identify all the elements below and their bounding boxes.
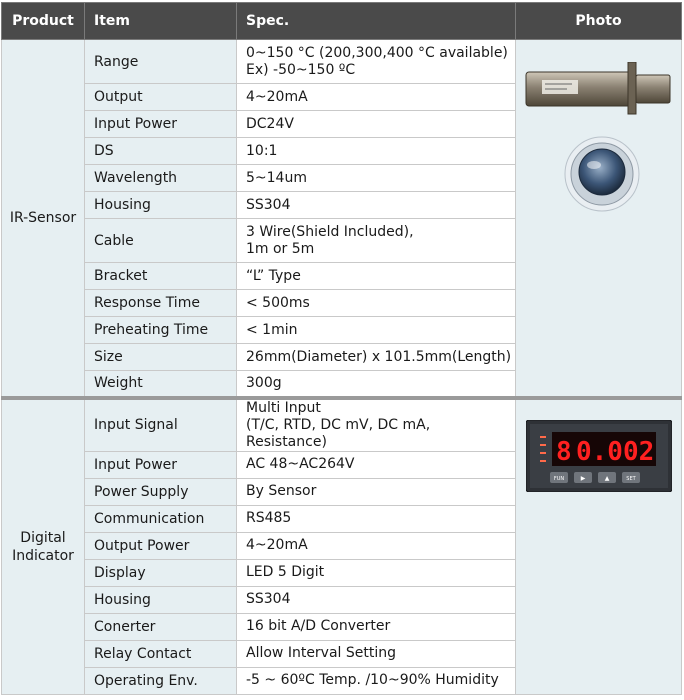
product-ir-sensor	[2, 40, 85, 398]
spec-value	[237, 317, 516, 344]
spec-value	[237, 451, 516, 478]
spec-value	[237, 192, 516, 219]
item-label: Bracket	[85, 263, 237, 290]
indicator-value: 0.002	[576, 436, 655, 467]
spec-value	[237, 84, 516, 111]
spec-value-line: LED 5 Digit	[246, 564, 325, 580]
spec-value	[237, 559, 516, 586]
header-product: Product	[2, 3, 85, 40]
item-label: Range	[85, 40, 237, 84]
item-label: Power Supply	[85, 478, 237, 505]
indicator-prefix-digit: 8	[556, 436, 572, 467]
spec-table	[1, 2, 682, 695]
table-row	[2, 40, 682, 84]
spec-value	[237, 586, 516, 613]
item-label: Input Power	[85, 451, 237, 478]
item-label: Communication	[85, 505, 237, 532]
spec-value-line: 10:1	[246, 142, 278, 159]
spec-value-line: 26mm(Diameter) x 101.5mm(Length)	[246, 348, 512, 365]
spec-value	[237, 640, 516, 667]
table-row	[2, 398, 682, 452]
spec-value-line: By Sensor	[246, 483, 317, 499]
spec-value	[237, 344, 516, 371]
spec-value-line: -5 ~ 60ºC Temp. /10~90% Humidity	[246, 672, 499, 688]
spec-value	[237, 290, 516, 317]
spec-value-line: Allow Interval Setting	[246, 645, 397, 661]
item-label: Size	[85, 344, 237, 371]
item-label: Cable	[85, 219, 237, 263]
spec-value-line: (T/C, RTD, DC mV, DC mA, Resistance)	[246, 416, 431, 450]
product-label-line: Indicator	[12, 547, 74, 564]
item-label: Weight	[85, 371, 237, 398]
item-label: Input Power	[85, 111, 237, 138]
spec-value-line: 0~150 °C (200,300,400 °C available)	[246, 44, 508, 61]
header-item: Item	[85, 3, 237, 40]
spec-value-line: Multi Input	[246, 399, 321, 416]
spec-value	[237, 613, 516, 640]
item-label: Housing	[85, 192, 237, 219]
ir-sensor-image	[522, 62, 672, 242]
svg-text:▲: ▲	[604, 474, 610, 482]
item-label: Output Power	[85, 532, 237, 559]
spec-value	[237, 138, 516, 165]
header-row	[2, 3, 682, 40]
svg-text:SET: SET	[626, 475, 636, 482]
item-label: DS	[85, 138, 237, 165]
spec-value-line: 3 Wire(Shield Included),	[246, 223, 414, 240]
spec-value-line: 300g	[246, 374, 282, 391]
spec-value-line: SS304	[246, 591, 291, 607]
svg-text:FUN: FUN	[553, 475, 565, 482]
product-digital-indicator	[2, 398, 85, 695]
product-label-line: Digital	[20, 529, 66, 546]
spec-value-line: Ex) -50~150 ºC	[246, 61, 356, 78]
spec-value-line: < 500ms	[246, 294, 310, 311]
photo-digital-indicator	[516, 398, 682, 695]
spec-value-line: DC24V	[246, 115, 294, 132]
spec-value-line: 1m or 5m	[246, 240, 315, 257]
spec-value	[237, 165, 516, 192]
header-photo: Photo	[516, 3, 682, 40]
digital-indicator-image	[526, 420, 672, 492]
item-label: Input Signal	[85, 398, 237, 452]
spec-value	[237, 40, 516, 84]
item-label: Conerter	[85, 613, 237, 640]
spec-value	[237, 371, 516, 398]
item-label: Operating Env.	[85, 667, 237, 694]
spec-value	[237, 478, 516, 505]
spec-value-line: RS485	[246, 510, 292, 526]
spec-value	[237, 505, 516, 532]
photo-ir-sensor	[516, 40, 682, 398]
spec-value	[237, 667, 516, 694]
spec-value-line: 16 bit A/D Converter	[246, 618, 391, 634]
spec-value-line: 4~20mA	[246, 88, 308, 105]
spec-value-line: AC 48~AC264V	[246, 456, 355, 472]
spec-value	[237, 532, 516, 559]
product-label: IR-Sensor	[9, 209, 77, 226]
spec-value-line: “L” Type	[246, 267, 301, 284]
spec-value-line: 5~14um	[246, 169, 307, 186]
item-label: Response Time	[85, 290, 237, 317]
item-label: Relay Contact	[85, 640, 237, 667]
spec-value	[237, 398, 516, 452]
item-label: Housing	[85, 586, 237, 613]
item-label: Wavelength	[85, 165, 237, 192]
item-label: Output	[85, 84, 237, 111]
spec-value-line: < 1min	[246, 321, 298, 338]
spec-value-line: 4~20mA	[246, 537, 308, 553]
header-spec: Spec.	[237, 3, 516, 40]
svg-text:▶: ▶	[580, 474, 586, 482]
spec-value	[237, 219, 516, 263]
item-label: Display	[85, 559, 237, 586]
item-label: Preheating Time	[85, 317, 237, 344]
spec-value-line: SS304	[246, 196, 291, 213]
spec-value	[237, 263, 516, 290]
spec-value	[237, 111, 516, 138]
